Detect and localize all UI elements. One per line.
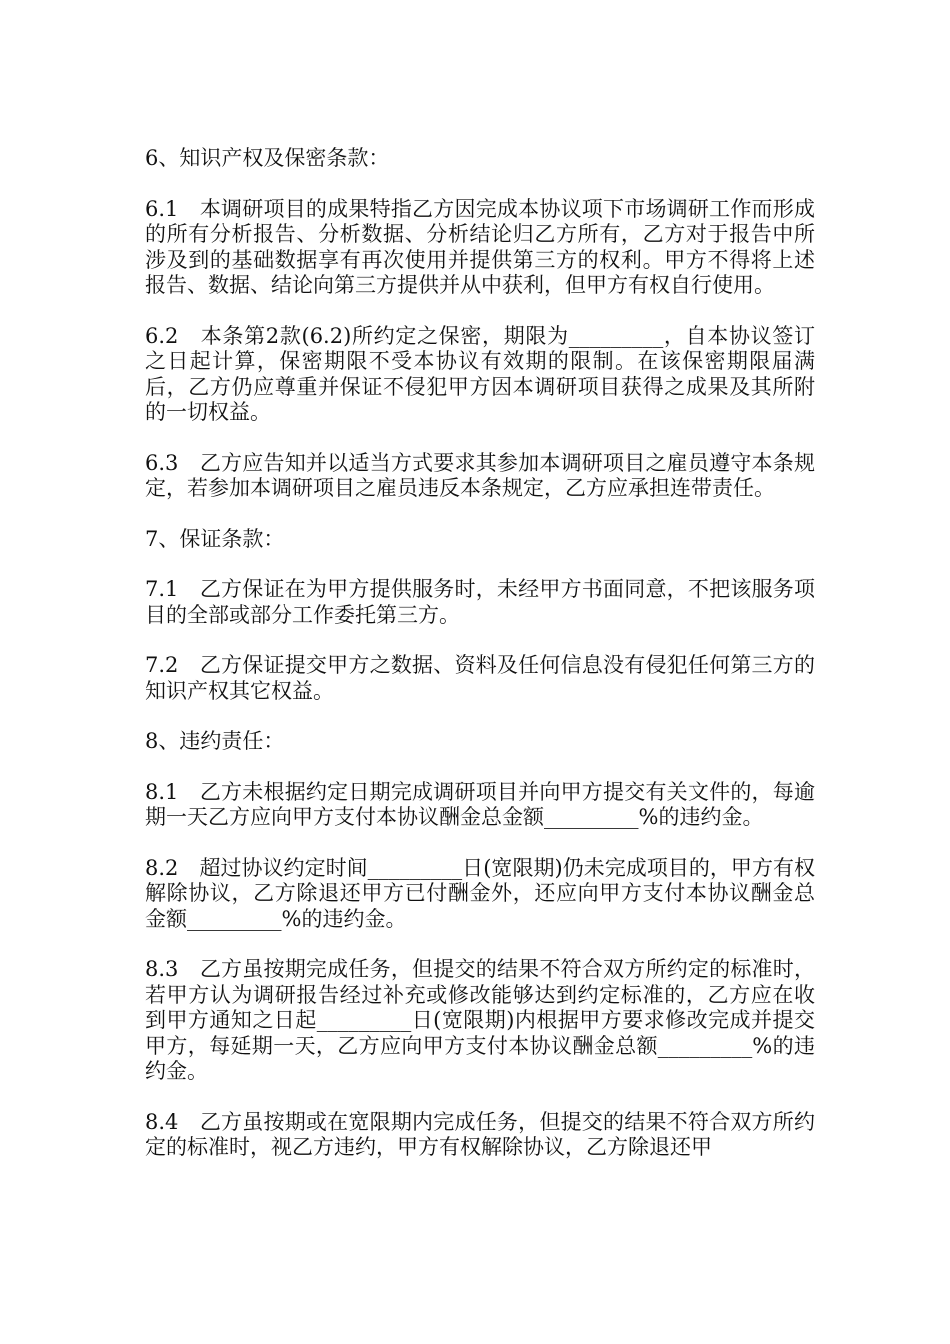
clause-8-4: 8.4 乙方虽按期或在宽限期内完成任务，但提交的结果不符合双方所约定的标准时，视乙方违约，甲方有权解除协议，乙方除退还甲 bbox=[145, 1109, 815, 1159]
section-8-heading: 8、违约责任： bbox=[145, 729, 285, 753]
document-page bbox=[145, 146, 815, 1186]
section-7-heading: 7、保证条款： bbox=[145, 526, 285, 551]
section-6-heading: 6、知识产权及保密条款： bbox=[145, 146, 390, 170]
clause-6-2: 6.2 本条第2款(6.2)所约定之保密，期限为_________，自本协议签订之日起计算，保密期限不受本协议有效期的限制。在该保密期限届满后，乙方仍应尊重并保证不侵犯甲方因本调研项目获得之成果及其所附的一切权益。 bbox=[145, 323, 815, 424]
clause-7-2: 7.2 乙方保证提交甲方之数据、资料及任何信息没有侵犯任何第三方的知识产权其它权益。 bbox=[145, 653, 815, 703]
clause-8-1: 8.1 乙方未根据约定日期完成调研项目并向甲方提交有关文件的，每逾期一天乙方应向甲方支付本协议酬金总金额_________%的违约金。 bbox=[145, 779, 815, 829]
clause-6-3: 6.3 乙方应告知并以适当方式要求其参加本调研项目之雇员遵守本条规定，若参加本调研项目之雇员违反本条规定，乙方应承担连带责任。 bbox=[145, 450, 815, 500]
clause-7-1: 7.1 乙方保证在为甲方提供服务时，未经甲方书面同意，不把该服务项目的全部或部分工作委托第三方。 bbox=[145, 577, 815, 627]
clause-8-3: 8.3 乙方虽按期完成任务，但提交的结果不符合双方所约定的标准时，若甲方认为调研报告经过补充或修改能够达到约定标准的，乙方应在收到甲方通知之日起_________日(宽限期)内根据甲方要求修改完成并提交甲方，每延期一天，乙方应向甲方支付本协议酬金总额_________%的违约金。 bbox=[145, 957, 815, 1083]
clause-8-2: 8.2 超过协议约定时间_________日(宽限期)仍未完成项目的，甲方有权解除协议，乙方除退还甲方已付酬金外，还应向甲方支付本协议酬金总金额_________%的违约金。 bbox=[145, 855, 815, 931]
clause-6-1: 6.1 本调研项目的成果特指乙方因完成本协议项下市场调研工作而形成的所有分析报告、分析数据、分析结论归乙方所有，乙方对于报告中所涉及到的基础数据享有再次使用并提供第三方的权利。甲方不得将上述报告、数据、结论向第三方提供并从中获利，但甲方有权自行使用。 bbox=[145, 196, 815, 297]
